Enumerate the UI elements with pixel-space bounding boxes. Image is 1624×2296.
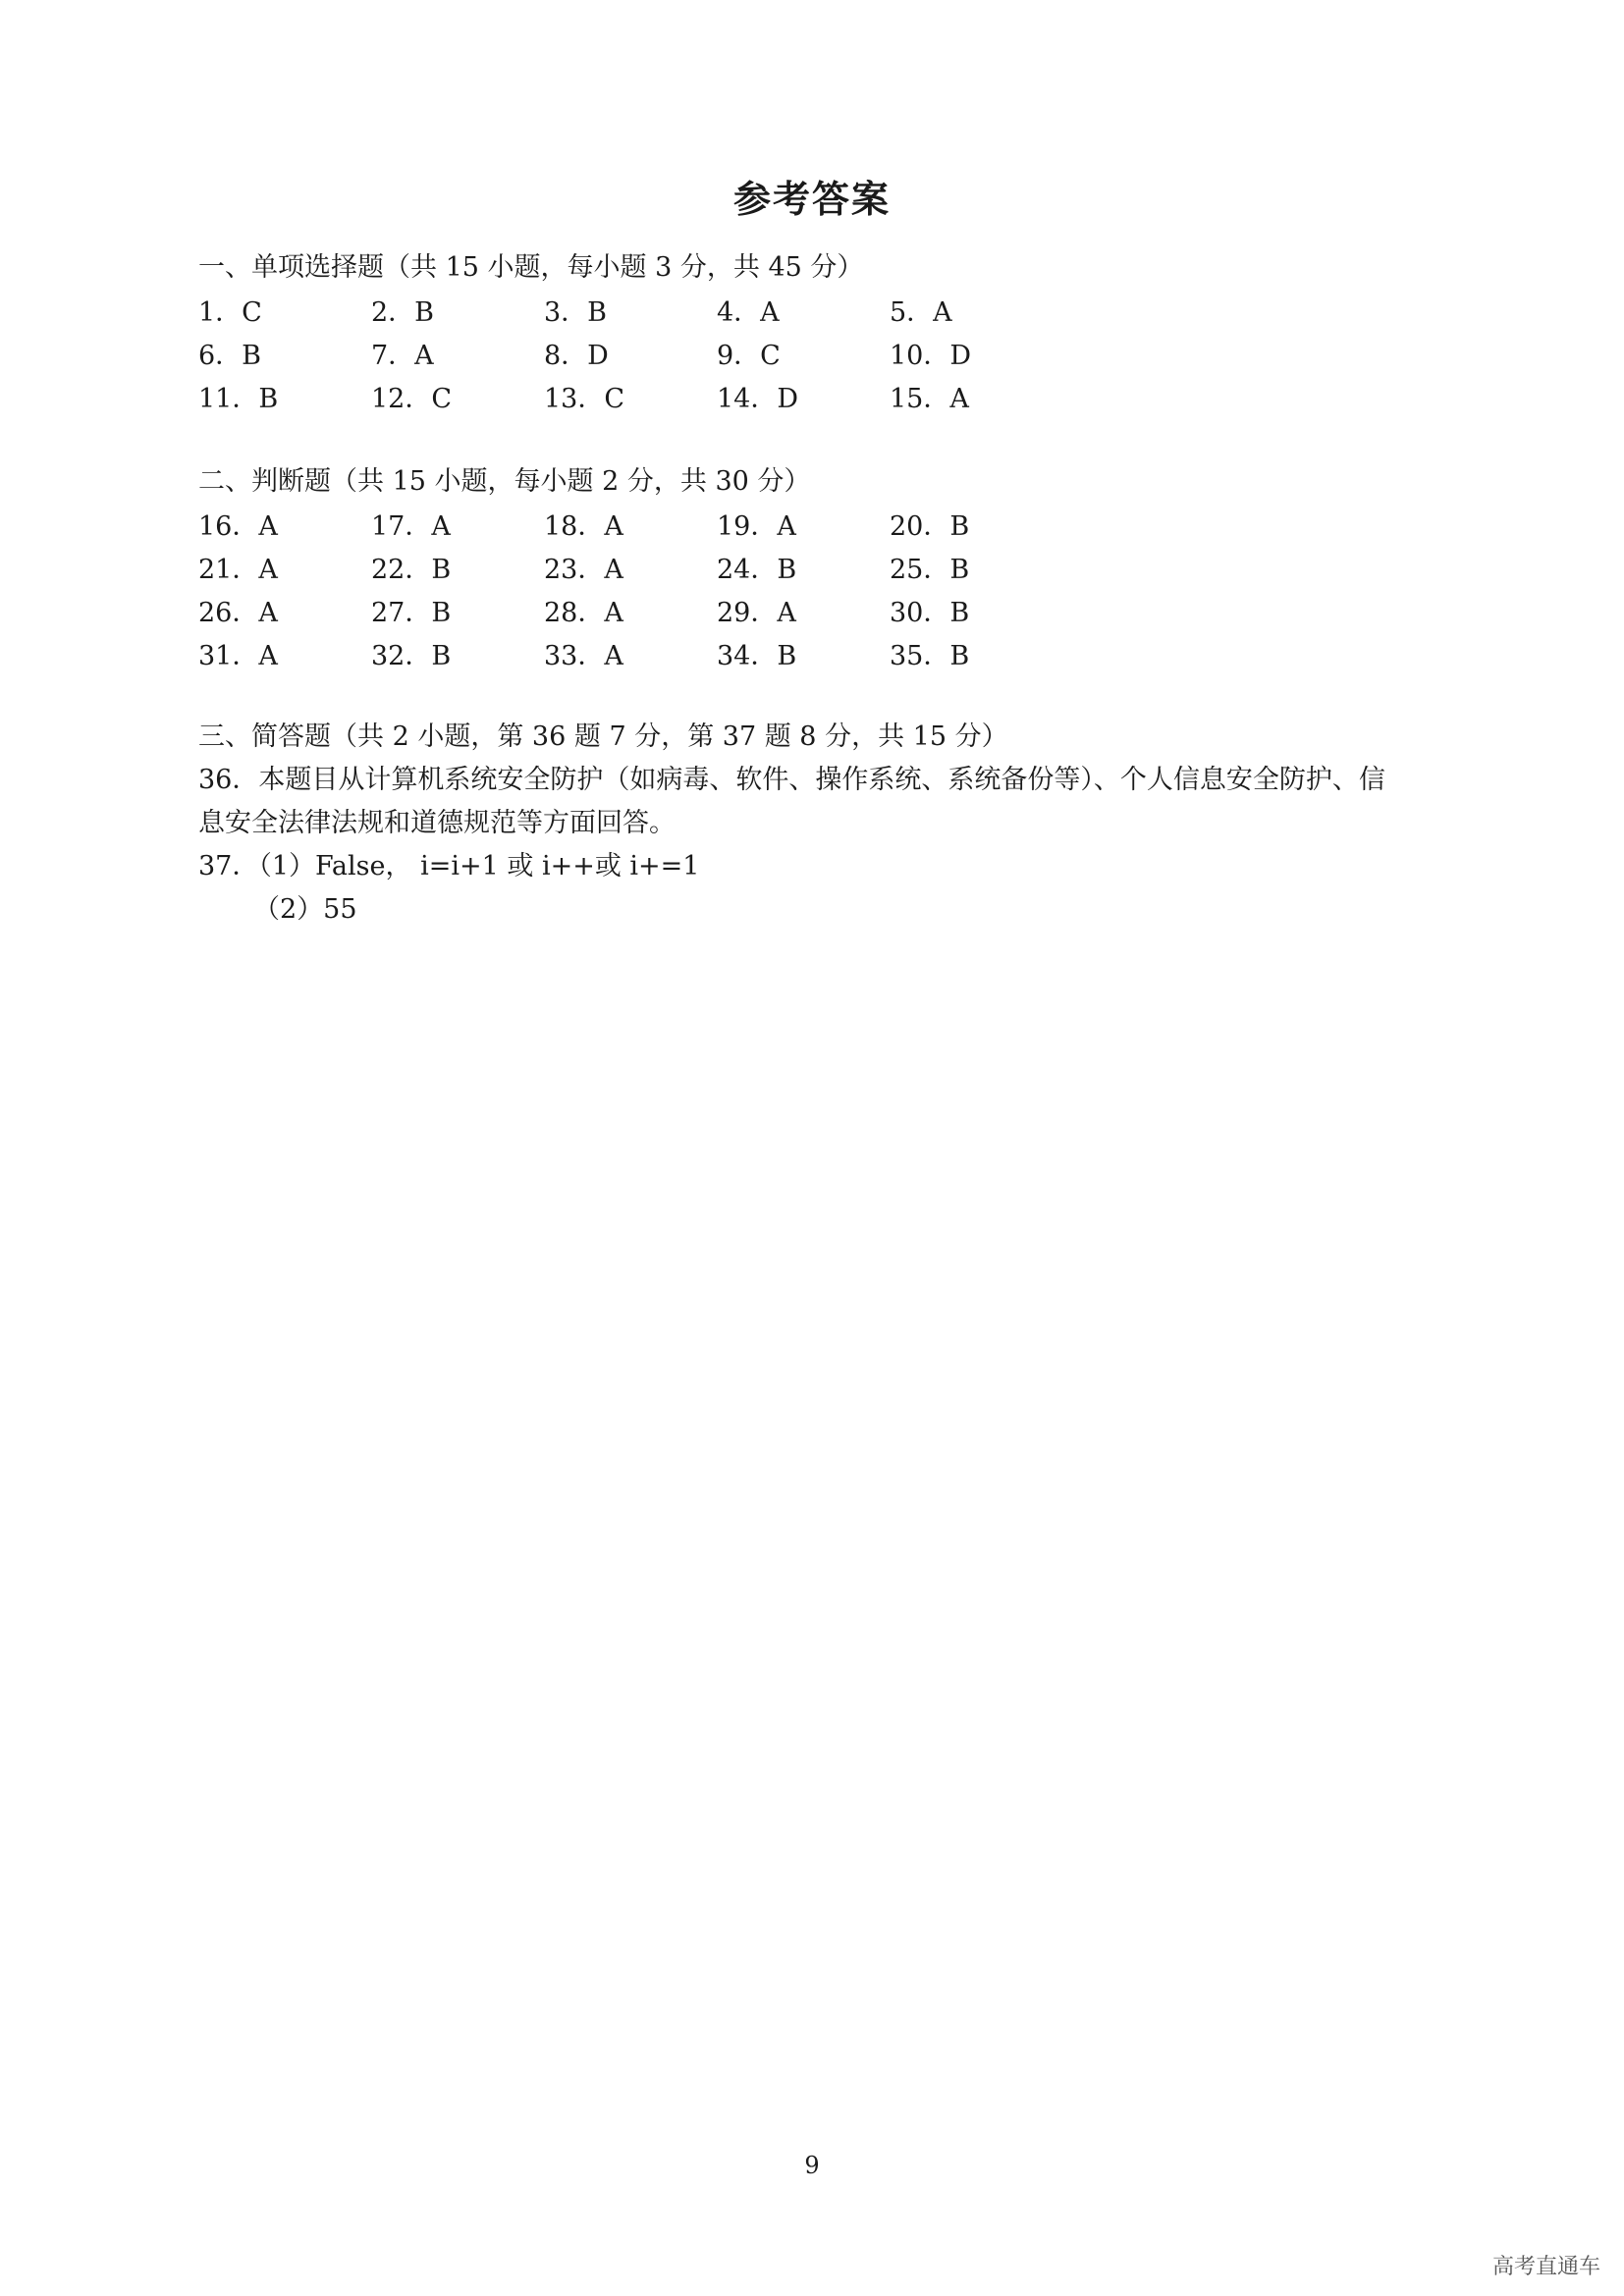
answer-item: 7．A <box>371 341 434 371</box>
answer-item: 35．B <box>890 641 970 671</box>
answer-item: 28．A <box>544 598 623 628</box>
section-short-heading: 三、简答题（共 2 小题，第 36 题 7 分，第 37 题 8 分，共 15 分） <box>198 721 1008 752</box>
q36-answer-line: 36．本题目从计算机系统安全防护（如病毒、软件、操作系统、系统备份等）、个人信息安全防护、信 <box>198 765 1385 795</box>
answer-item: 18．A <box>544 511 623 542</box>
answer-item: 23．A <box>544 555 623 585</box>
answer-item: 19．A <box>717 511 796 542</box>
answer-item: 25．B <box>890 555 970 585</box>
answer-item: 34．B <box>717 641 797 671</box>
answer-item: 16．A <box>198 511 278 542</box>
answer-item: 24．B <box>717 555 797 585</box>
answer-item: 33．A <box>544 641 623 671</box>
q37-answer-line: 37．（1）False， i=i+1 或 i++或 i+=1 <box>198 851 700 881</box>
answer-item: 15．A <box>890 384 969 414</box>
watermark: 高考直通车 <box>1491 2255 1600 2279</box>
q37-answer-line: （2）55 <box>253 894 357 925</box>
q36-answer-line: 息安全法律法规和道德规范等方面回答。 <box>198 808 676 838</box>
answer-item: 2．B <box>371 297 435 328</box>
answer-item: 26．A <box>198 598 278 628</box>
answer-item: 6．B <box>198 341 262 371</box>
answer-item: 22．B <box>371 555 452 585</box>
answer-item: 5．A <box>890 297 952 328</box>
answer-item: 3．B <box>544 297 608 328</box>
answer-item: 12．C <box>371 384 453 414</box>
answer-item: 13．C <box>544 384 625 414</box>
answer-item: 4．A <box>717 297 780 328</box>
answer-item: 31．A <box>198 641 278 671</box>
answer-item: 17．A <box>371 511 451 542</box>
answer-item: 14．D <box>717 384 799 414</box>
answer-item: 21．A <box>198 555 278 585</box>
answer-item: 30．B <box>890 598 970 628</box>
answer-item: 27．B <box>371 598 452 628</box>
answer-item: 20．B <box>890 511 970 542</box>
answer-item: 10．D <box>890 341 972 371</box>
answer-item: 1．C <box>198 297 262 328</box>
answer-item: 32．B <box>371 641 452 671</box>
section-choice-heading: 一、单项选择题（共 15 小题，每小题 3 分，共 45 分） <box>198 252 864 283</box>
answer-item: 9．C <box>717 341 781 371</box>
answer-item: 29．A <box>717 598 796 628</box>
page-number: 9 <box>804 2152 820 2179</box>
page-title: 参考答案 <box>732 177 891 221</box>
section-judgment-heading: 二、判断题（共 15 小题，每小题 2 分，共 30 分） <box>198 466 811 497</box>
answer-item: 11．B <box>198 384 279 414</box>
answer-item: 8．D <box>544 341 609 371</box>
